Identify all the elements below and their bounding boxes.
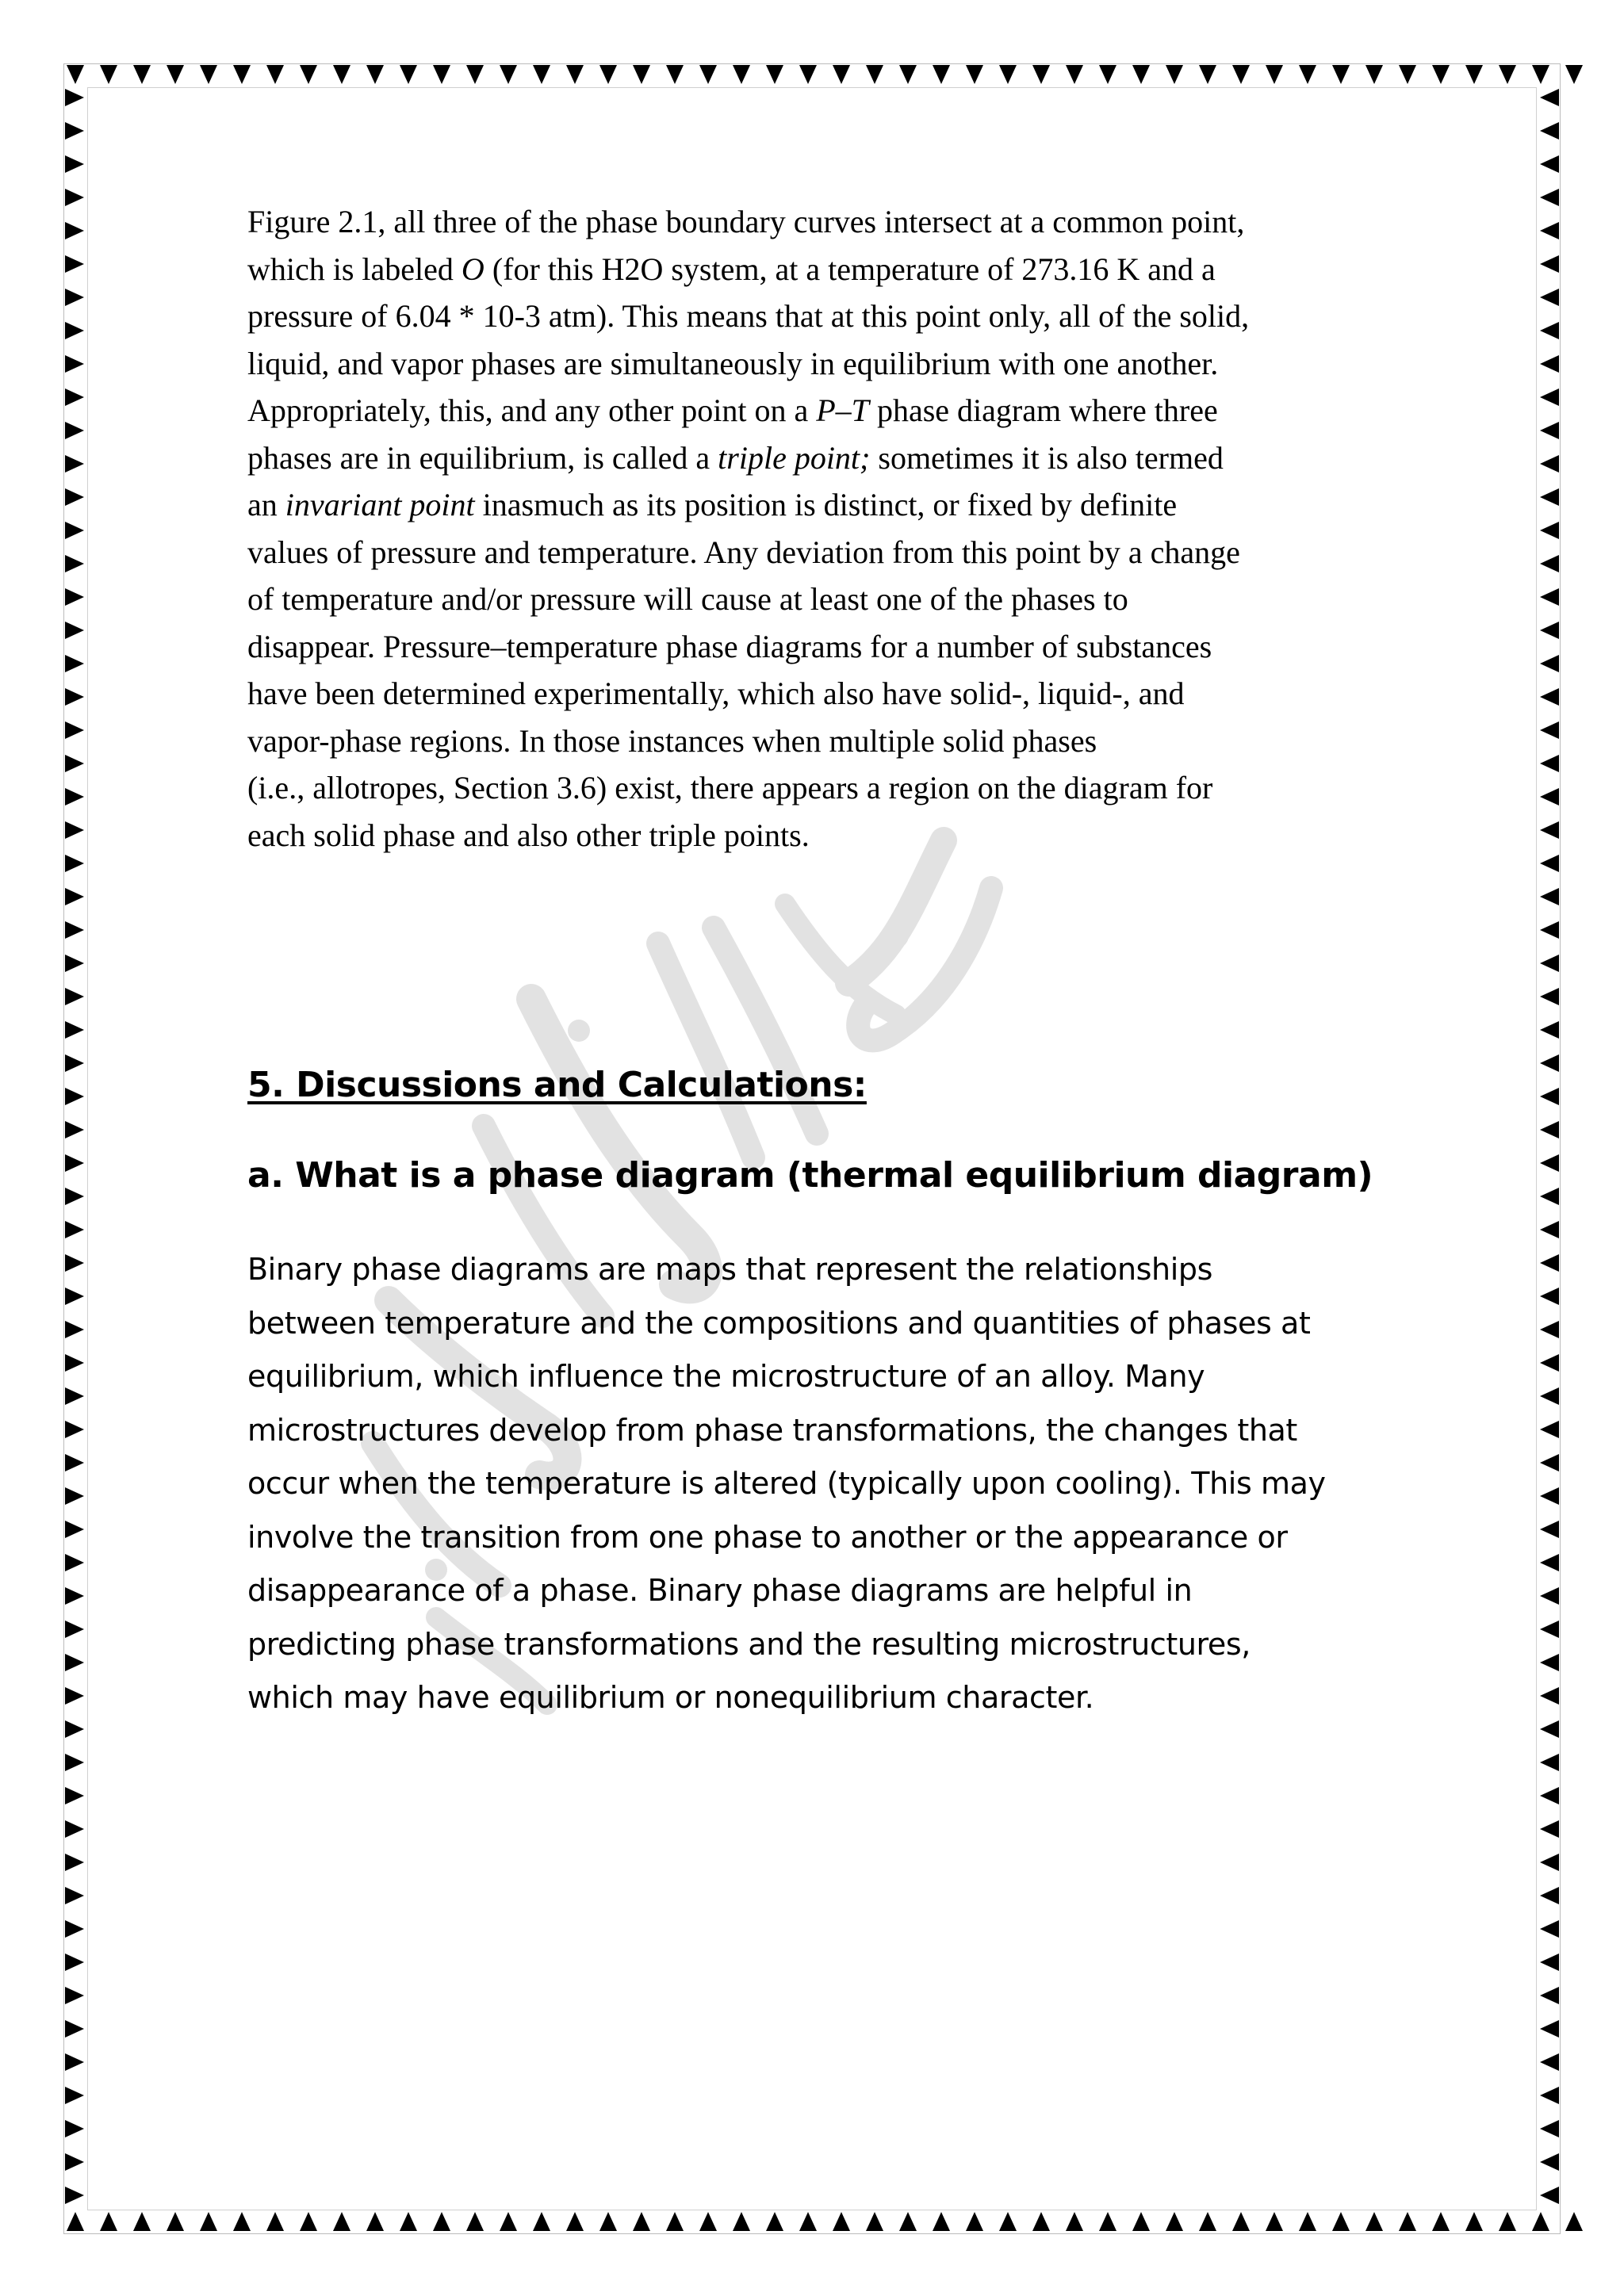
border-triangle — [1540, 1754, 1559, 1771]
border-triangle — [1540, 189, 1559, 206]
border-triangle — [1299, 2212, 1316, 2231]
border-triangle — [65, 322, 84, 339]
border-triangle — [65, 488, 84, 506]
text-run: sometimes it is also termed — [870, 439, 1224, 476]
border-triangle — [933, 65, 950, 84]
border-triangle — [1232, 2212, 1250, 2231]
border-triangle — [65, 155, 84, 173]
border-triangle — [65, 555, 84, 572]
border-triangle — [133, 2212, 151, 2231]
border-triangle — [1465, 2212, 1483, 2231]
text-run: which is labeled — [247, 251, 462, 287]
border-triangle — [733, 65, 750, 84]
border-triangle — [133, 65, 151, 84]
border-triangle — [1540, 1587, 1559, 1605]
border-triangle — [300, 2212, 317, 2231]
page-border-top — [67, 65, 1599, 84]
border-triangle — [65, 1654, 84, 1671]
border-triangle — [1540, 255, 1559, 273]
border-triangle — [1540, 322, 1559, 339]
border-triangle — [67, 65, 84, 84]
border-triangle — [65, 388, 84, 406]
border-triangle — [1540, 1221, 1559, 1238]
border-triangle — [1266, 65, 1283, 84]
border-triangle — [65, 2120, 84, 2137]
border-triangle — [1540, 2120, 1559, 2137]
border-triangle — [266, 2212, 284, 2231]
border-triangle — [1540, 1054, 1559, 1072]
border-triangle — [65, 622, 84, 639]
text-run: of temperature and/or pressure will cause at least one of the phases to — [247, 581, 1128, 617]
border-triangle — [1540, 155, 1559, 173]
answer-paragraph — [247, 1243, 1405, 1725]
text-run: Figure 2.1, all three of the phase boundary curves intersect at a common point, — [247, 204, 1245, 239]
border-triangle — [65, 1088, 84, 1105]
border-triangle — [65, 955, 84, 972]
border-triangle — [899, 65, 917, 84]
border-triangle — [866, 2212, 883, 2231]
border-triangle — [1099, 65, 1116, 84]
border-triangle — [65, 522, 84, 539]
border-triangle — [1365, 2212, 1383, 2231]
text-run: Appropriately, this, and any other point on a — [247, 392, 817, 428]
border-triangle — [1540, 1321, 1559, 1338]
border-triangle — [599, 65, 617, 84]
border-triangle — [65, 1820, 84, 1838]
border-triangle — [167, 2212, 184, 2231]
intro-line — [247, 246, 1389, 293]
intro-line — [247, 623, 1389, 671]
border-triangle — [65, 289, 84, 306]
border-triangle — [1565, 2212, 1583, 2231]
border-triangle — [65, 1288, 84, 1305]
border-triangle — [1166, 65, 1183, 84]
intro-line — [247, 529, 1389, 576]
border-triangle — [1532, 65, 1549, 84]
border-triangle — [1540, 1288, 1559, 1305]
border-triangle — [1299, 65, 1316, 84]
border-triangle — [1540, 1521, 1559, 1538]
border-triangle — [1540, 1687, 1559, 1705]
intro-line — [247, 434, 1389, 482]
border-triangle — [65, 988, 84, 1005]
page-border-left — [65, 89, 84, 2220]
answer-line: involve the transition from one phase to another or the appearance or — [247, 1519, 1288, 1555]
border-triangle — [933, 2212, 950, 2231]
border-triangle — [65, 1254, 84, 1272]
border-triangle — [699, 65, 717, 84]
border-triangle — [699, 2212, 717, 2231]
answer-line: microstructures develop from phase transformations, the changes that — [247, 1412, 1297, 1448]
border-triangle — [200, 65, 217, 84]
italic-term: invariant point — [285, 487, 475, 522]
border-triangle — [1565, 65, 1583, 84]
border-triangle — [733, 2212, 750, 2231]
border-triangle — [65, 1121, 84, 1138]
border-triangle — [1032, 2212, 1050, 2231]
border-triangle — [65, 1221, 84, 1238]
border-triangle — [1266, 2212, 1283, 2231]
border-triangle — [65, 1954, 84, 1971]
border-triangle — [566, 65, 584, 84]
border-triangle — [300, 65, 317, 84]
intro-line — [247, 387, 1389, 434]
border-triangle — [1540, 655, 1559, 672]
intro-line — [247, 764, 1389, 812]
border-triangle — [333, 2212, 350, 2231]
border-triangle — [899, 2212, 917, 2231]
border-triangle — [666, 65, 684, 84]
border-triangle — [400, 65, 417, 84]
border-triangle — [65, 222, 84, 239]
border-triangle — [1540, 1720, 1559, 1738]
intro-line — [247, 812, 1389, 859]
border-triangle — [65, 455, 84, 473]
border-triangle — [1540, 422, 1559, 439]
border-triangle — [1399, 65, 1416, 84]
border-triangle — [1540, 522, 1559, 539]
border-triangle — [799, 2212, 817, 2231]
border-triangle — [266, 65, 284, 84]
body-text-block — [247, 198, 1389, 859]
border-triangle — [65, 921, 84, 939]
intro-line — [247, 198, 1389, 246]
border-triangle — [1099, 2212, 1116, 2231]
border-triangle — [1540, 1188, 1559, 1205]
border-triangle — [65, 422, 84, 439]
border-triangle — [1540, 1820, 1559, 1838]
border-triangle — [1365, 65, 1383, 84]
answer-line: occur when the temperature is altered (typically upon cooling). This may — [247, 1466, 1326, 1501]
border-triangle — [1540, 1387, 1559, 1405]
border-triangle — [65, 788, 84, 806]
border-triangle — [65, 122, 84, 140]
border-triangle — [65, 255, 84, 273]
border-triangle — [1540, 1854, 1559, 1871]
border-triangle — [200, 2212, 217, 2231]
border-triangle — [65, 1887, 84, 1904]
border-triangle — [65, 2053, 84, 2071]
border-triangle — [1540, 222, 1559, 239]
border-triangle — [1540, 588, 1559, 606]
answer-line: between temperature and the compositions and quantities of phases at — [247, 1305, 1311, 1341]
border-triangle — [1032, 65, 1050, 84]
border-triangle — [65, 1387, 84, 1405]
border-triangle — [400, 2212, 417, 2231]
border-triangle — [65, 755, 84, 772]
border-triangle — [1540, 455, 1559, 473]
border-triangle — [65, 1421, 84, 1438]
text-run: values of pressure and temperature. Any deviation from this point by a change — [247, 534, 1240, 570]
border-triangle — [1540, 1254, 1559, 1272]
border-triangle — [65, 888, 84, 905]
border-triangle — [65, 1354, 84, 1372]
text-run: liquid, and vapor phases are simultaneously in equilibrium with one another. — [247, 345, 1219, 381]
border-triangle — [466, 2212, 484, 2231]
border-triangle — [433, 65, 450, 84]
border-triangle — [1540, 355, 1559, 373]
border-triangle — [1540, 2153, 1559, 2171]
border-triangle — [1540, 888, 1559, 905]
border-triangle — [65, 89, 84, 106]
border-triangle — [1132, 2212, 1150, 2231]
border-triangle — [1540, 755, 1559, 772]
border-triangle — [1465, 65, 1483, 84]
italic-term: triple point; — [718, 439, 871, 476]
border-triangle — [599, 2212, 617, 2231]
border-triangle — [1199, 65, 1216, 84]
border-triangle — [799, 65, 817, 84]
border-triangle — [666, 2212, 684, 2231]
border-triangle — [65, 1587, 84, 1605]
border-triangle — [1066, 65, 1083, 84]
italic-term: O — [461, 251, 485, 287]
border-triangle — [1540, 1987, 1559, 2004]
border-triangle — [65, 189, 84, 206]
intro-line — [247, 718, 1389, 765]
border-triangle — [1540, 1354, 1559, 1372]
border-triangle — [1332, 65, 1350, 84]
border-triangle — [65, 1454, 84, 1471]
border-triangle — [1540, 1554, 1559, 1571]
border-triangle — [1540, 1920, 1559, 1938]
answer-line: which may have equilibrium or nonequilibrium character. — [247, 1680, 1094, 1715]
border-triangle — [65, 1554, 84, 1571]
text-run: each solid phase and also other triple points. — [247, 817, 810, 853]
border-triangle — [1540, 555, 1559, 572]
border-triangle — [633, 2212, 650, 2231]
border-triangle — [1540, 821, 1559, 839]
border-triangle — [167, 65, 184, 84]
border-triangle — [1540, 1887, 1559, 1904]
border-triangle — [1540, 1021, 1559, 1039]
text-run: pressure of 6.04 * 10-3 atm). This means that at this point only, all of the solid, — [247, 298, 1250, 334]
border-triangle — [466, 65, 484, 84]
border-triangle — [1399, 2212, 1416, 2231]
border-triangle — [500, 2212, 517, 2231]
border-triangle — [999, 65, 1017, 84]
border-triangle — [1540, 1154, 1559, 1172]
border-triangle — [65, 2087, 84, 2104]
border-triangle — [1166, 2212, 1183, 2231]
text-run: disappear. Pressure–temperature phase diagrams for a number of substances — [247, 628, 1212, 664]
border-triangle — [966, 2212, 983, 2231]
answer-line: Binary phase diagrams are maps that represent the relationships — [247, 1252, 1212, 1287]
text-run: an — [247, 487, 285, 522]
intro-line — [247, 340, 1389, 388]
border-triangle — [65, 1521, 84, 1538]
border-triangle — [366, 2212, 384, 2231]
border-triangle — [65, 1487, 84, 1505]
border-triangle — [1232, 65, 1250, 84]
border-triangle — [65, 1021, 84, 1039]
border-triangle — [1540, 988, 1559, 1005]
border-triangle — [1540, 788, 1559, 806]
text-run: (for this H2O system, at a temperature of 273.16 K and a — [484, 251, 1216, 287]
border-triangle — [65, 721, 84, 739]
border-triangle — [65, 1787, 84, 1804]
border-triangle — [566, 2212, 584, 2231]
border-triangle — [65, 1754, 84, 1771]
border-triangle — [1540, 2187, 1559, 2204]
border-triangle — [65, 1621, 84, 1638]
border-triangle — [1432, 65, 1450, 84]
answer-line: equilibrium, which influence the microstructure of an alloy. Many — [247, 1359, 1205, 1394]
border-triangle — [65, 1054, 84, 1072]
border-triangle — [65, 821, 84, 839]
page-border-bottom — [67, 2212, 1599, 2231]
border-triangle — [1540, 921, 1559, 939]
border-triangle — [65, 1687, 84, 1705]
italic-term: P–T — [816, 392, 869, 428]
border-triangle — [500, 65, 517, 84]
text-run: inasmuch as its position is distinct, or fixed by definite — [474, 487, 1178, 522]
border-triangle — [533, 2212, 550, 2231]
border-triangle — [233, 2212, 251, 2231]
border-triangle — [1540, 488, 1559, 506]
border-triangle — [1540, 688, 1559, 706]
border-triangle — [1540, 721, 1559, 739]
border-triangle — [1540, 1088, 1559, 1105]
border-triangle — [1540, 1487, 1559, 1505]
border-triangle — [1540, 2087, 1559, 2104]
border-triangle — [65, 655, 84, 672]
border-triangle — [866, 65, 883, 84]
border-triangle — [65, 2020, 84, 2038]
border-triangle — [65, 1920, 84, 1938]
border-triangle — [65, 1854, 84, 1871]
intro-paragraph — [247, 198, 1389, 859]
border-triangle — [65, 2153, 84, 2171]
border-triangle — [633, 65, 650, 84]
intro-line — [247, 293, 1389, 340]
text-run: vapor-phase regions. In those instances when multiple solid phases — [247, 722, 1097, 759]
border-triangle — [833, 65, 850, 84]
border-triangle — [1540, 1954, 1559, 1971]
border-triangle — [1499, 2212, 1516, 2231]
border-triangle — [1540, 289, 1559, 306]
page-border-right — [1540, 89, 1559, 2220]
border-triangle — [1540, 388, 1559, 406]
answer-line: disappearance of a phase. Binary phase diagrams are helpful in — [247, 1573, 1193, 1608]
border-triangle — [1432, 2212, 1450, 2231]
border-triangle — [100, 2212, 117, 2231]
section-heading: 5. Discussions and Calculations: — [247, 1065, 867, 1105]
border-triangle — [1540, 1454, 1559, 1471]
border-triangle — [65, 355, 84, 373]
border-triangle — [833, 2212, 850, 2231]
border-triangle — [766, 2212, 783, 2231]
border-triangle — [1540, 955, 1559, 972]
intro-line — [247, 576, 1389, 623]
border-triangle — [366, 65, 384, 84]
border-triangle — [65, 1321, 84, 1338]
border-triangle — [766, 65, 783, 84]
text-run: phase diagram where three — [868, 392, 1218, 428]
border-triangle — [1540, 855, 1559, 872]
intro-line — [247, 670, 1389, 718]
border-triangle — [100, 65, 117, 84]
intro-line — [247, 481, 1389, 529]
border-triangle — [433, 2212, 450, 2231]
border-triangle — [65, 1720, 84, 1738]
border-triangle — [1132, 65, 1150, 84]
border-triangle — [65, 1188, 84, 1205]
border-triangle — [1540, 1654, 1559, 1671]
border-triangle — [65, 855, 84, 872]
border-triangle — [1540, 1621, 1559, 1638]
border-triangle — [1540, 1421, 1559, 1438]
border-triangle — [65, 688, 84, 706]
border-triangle — [1540, 1121, 1559, 1138]
question-heading: a. What is a phase diagram (thermal equilibrium diagram) — [247, 1155, 1373, 1196]
border-triangle — [65, 1154, 84, 1172]
border-triangle — [1540, 2053, 1559, 2071]
border-triangle — [1540, 1787, 1559, 1804]
border-triangle — [1499, 65, 1516, 84]
border-triangle — [233, 65, 251, 84]
text-run: have been determined experimentally, which also have solid-, liquid-, and — [247, 675, 1185, 711]
border-triangle — [1540, 89, 1559, 106]
border-triangle — [1540, 122, 1559, 140]
border-triangle — [65, 588, 84, 606]
border-triangle — [533, 65, 550, 84]
border-triangle — [966, 65, 983, 84]
border-triangle — [65, 2187, 84, 2204]
border-triangle — [1199, 2212, 1216, 2231]
border-triangle — [65, 1987, 84, 2004]
border-triangle — [1332, 2212, 1350, 2231]
border-triangle — [1066, 2212, 1083, 2231]
border-triangle — [333, 65, 350, 84]
border-triangle — [999, 2212, 1017, 2231]
text-run: phases are in equilibrium, is called a — [247, 439, 718, 476]
answer-line: predicting phase transformations and the resulting microstructures, — [247, 1626, 1251, 1662]
text-run: (i.e., allotropes, Section 3.6) exist, there appears a region on the diagram for — [247, 770, 1213, 806]
border-triangle — [1540, 2020, 1559, 2038]
border-triangle — [1540, 622, 1559, 639]
